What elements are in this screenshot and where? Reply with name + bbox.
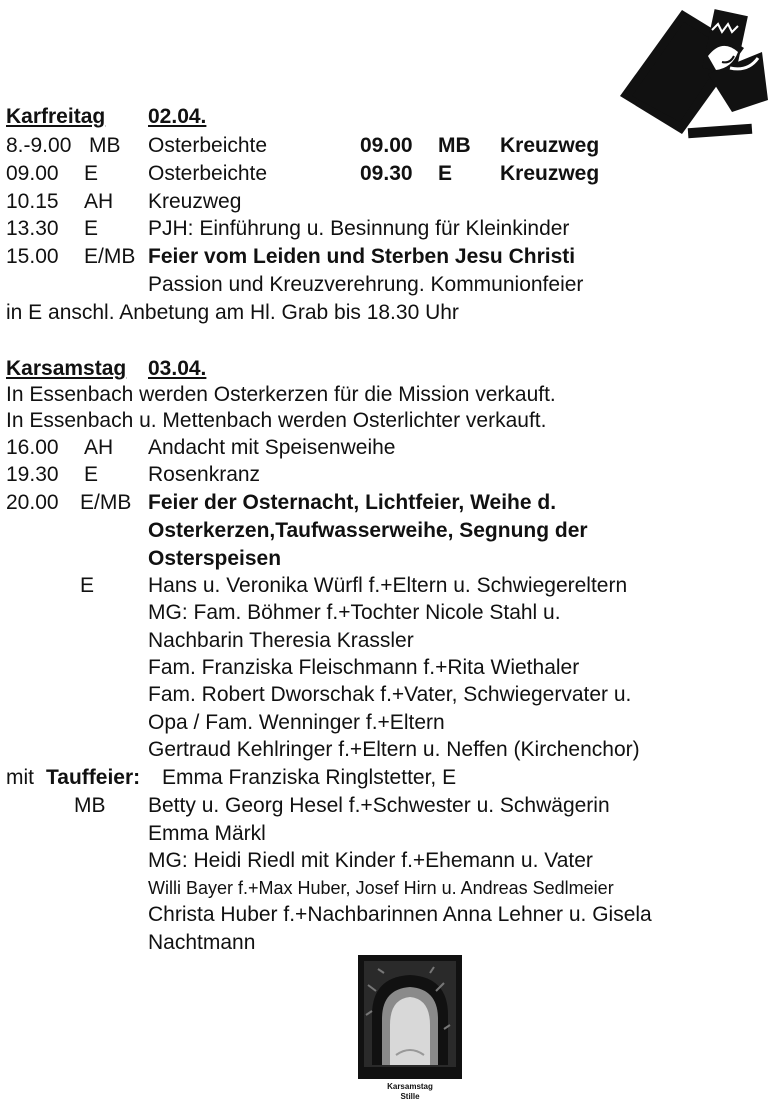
row-location: MB [89, 134, 121, 157]
info-osterlichter: In Essenbach u. Mettenbach werden Osterlichter verkauft. [6, 409, 547, 432]
intention-location: E [80, 574, 95, 597]
intention-text: MG: Fam. Böhmer f.+Tochter Nicole Stahl u. [148, 601, 561, 624]
vigil-continuation: Osterspeisen [148, 547, 282, 570]
intention-text: Emma Märkl [148, 822, 266, 845]
intention-text: Willi Bayer f.+Max Huber, Josef Hirn u. Andreas Sedlmeier [148, 878, 614, 898]
tomb-caption-subtitle: Stille [400, 1092, 420, 1101]
tauffeier-text: Emma Franziska Ringlstetter, E [162, 766, 457, 789]
row-location: E [84, 162, 99, 185]
row-time: 8.-9.00 [6, 134, 72, 157]
intention-text: Gertraud Kehlringer f.+Eltern u. Neffen (Kirchenchor) [148, 738, 640, 761]
cross-illustration [612, 4, 772, 154]
karsamstag-date: 03.04. [148, 357, 207, 380]
tomb-illustration [358, 955, 462, 1079]
row-text: Rosenkranz [148, 463, 261, 486]
row-text: Osterbeichte [148, 162, 268, 185]
tauffeier-prefix: mit [6, 766, 34, 789]
intention-text: Fam. Franziska Fleischmann f.+Rita Wiethaler [148, 656, 580, 679]
row-text-2: Kreuzweg [500, 162, 600, 185]
row-time-2: 09.30 [360, 162, 413, 185]
row-text: PJH: Einführung u. Besinnung für Kleinkinder [148, 217, 570, 240]
row-text: Kreuzweg [148, 190, 242, 213]
row-location-2: E [438, 162, 453, 185]
row-time: 20.00 [6, 491, 59, 514]
row-time: 09.00 [6, 162, 59, 185]
intention-text: Christa Huber f.+Nachbarinnen Anna Lehner u. Gisela [148, 903, 652, 926]
row-text: Feier der Osternacht, Lichtfeier, Weihe d. [148, 491, 557, 514]
karfreitag-date: 02.04. [148, 105, 207, 128]
intention-text: Betty u. Georg Hesel f.+Schwester u. Schwägerin [148, 794, 610, 817]
intention-location: MB [74, 794, 106, 817]
row-time-2: 09.00 [360, 134, 413, 157]
karsamstag-day: Karsamstag [6, 357, 127, 380]
row-time: 16.00 [6, 436, 59, 459]
row-time: 19.30 [6, 463, 59, 486]
row-location: AH [84, 436, 114, 459]
row-location: E [84, 463, 99, 486]
row-text-2: Kreuzweg [500, 134, 600, 157]
row-time: 10.15 [6, 190, 59, 213]
row-text: Andacht mit Speisenweihe [148, 436, 396, 459]
intention-text: Nachbarin Theresia Krassler [148, 629, 414, 652]
row-text: Feier vom Leiden und Sterben Jesu Christi [148, 245, 576, 268]
adoration-note: in E anschl. Anbetung am Hl. Grab bis 18.30 Uhr [6, 301, 459, 324]
intention-text: MG: Heidi Riedl mit Kinder f.+Ehemann u. Vater [148, 849, 593, 872]
row-location: E/MB [80, 491, 132, 514]
row-text: Osterbeichte [148, 134, 268, 157]
row-time: 15.00 [6, 245, 59, 268]
intention-text: Hans u. Veronika Würfl f.+Eltern u. Schwiegereltern [148, 574, 628, 597]
row-location: E/MB [84, 245, 136, 268]
passion-text: Passion und Kreuzverehrung. Kommunionfeier [148, 273, 584, 296]
row-location: E [84, 217, 99, 240]
karfreitag-day: Karfreitag [6, 105, 106, 128]
row-location-2: MB [438, 134, 471, 157]
tauffeier-label: Tauffeier: [46, 766, 141, 789]
intention-text: Nachtmann [148, 931, 256, 954]
vigil-continuation: Osterkerzen,Taufwasserweihe, Segnung der [148, 519, 588, 542]
tomb-caption [358, 1082, 462, 1102]
row-location: AH [84, 190, 114, 213]
info-osterkerzen: In Essenbach werden Osterkerzen für die Mission verkauft. [6, 383, 556, 406]
intention-text: Fam. Robert Dworschak f.+Vater, Schwiegervater u. [148, 683, 632, 706]
intention-text: Opa / Fam. Wenninger f.+Eltern [148, 711, 445, 734]
row-time: 13.30 [6, 217, 59, 240]
tomb-caption-title: Karsamstag [387, 1082, 433, 1091]
